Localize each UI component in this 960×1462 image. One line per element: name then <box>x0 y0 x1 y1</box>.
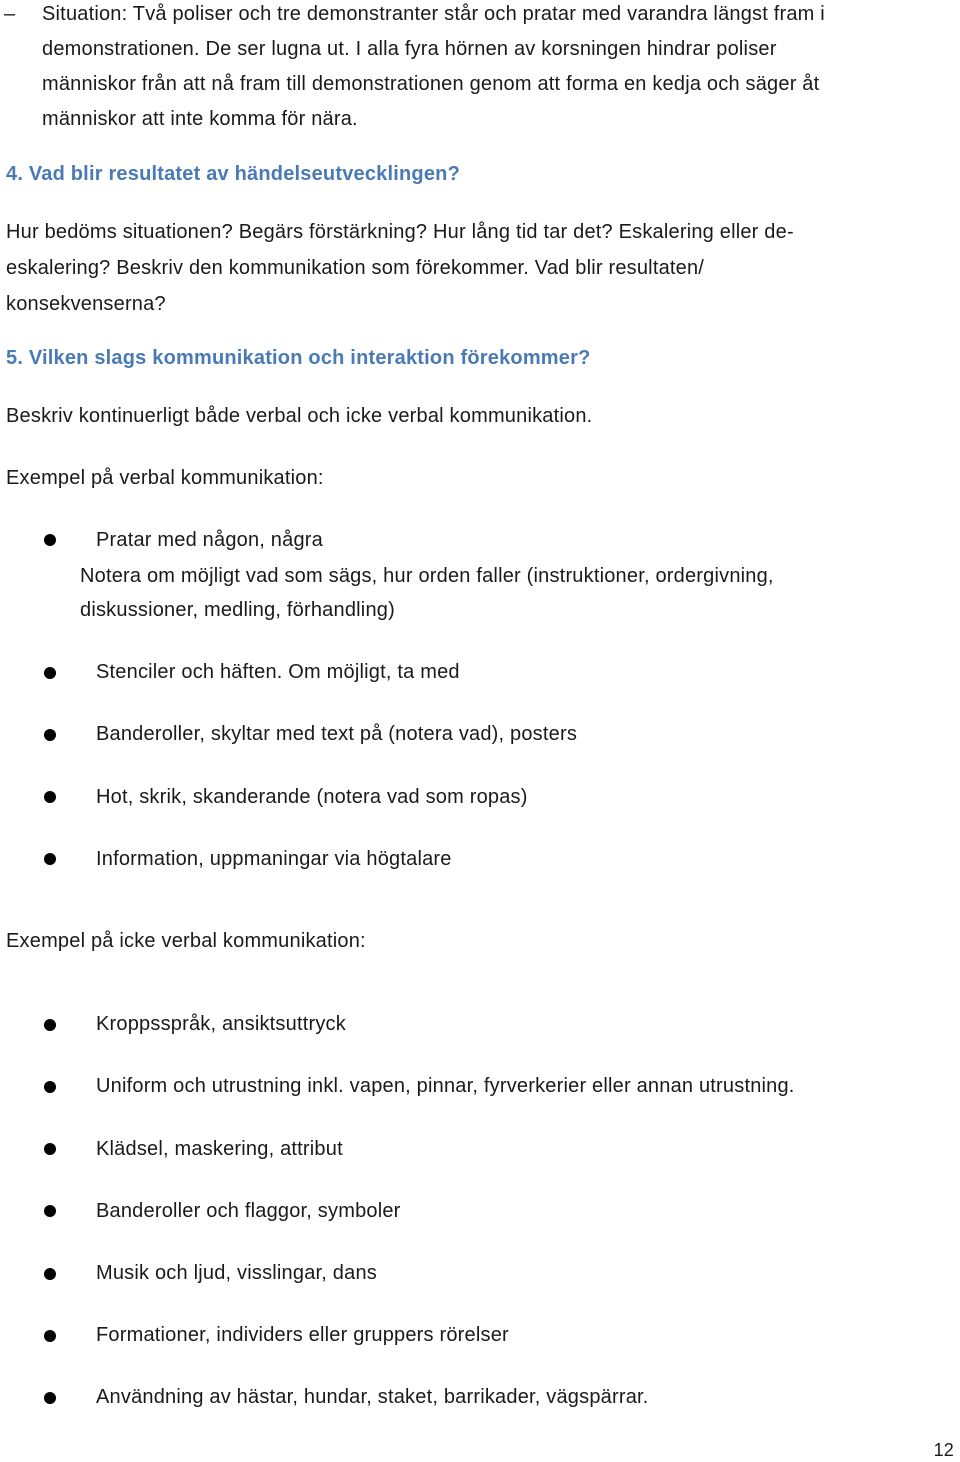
section-4-heading: 4. Vad blir resultatet av händelseutvecklingen? <box>6 163 460 185</box>
bullet-icon <box>44 729 56 741</box>
verbal-item-3: Banderoller, skyltar med text på (notera vad), posters <box>96 723 578 745</box>
nonverbal-item-7: Användning av hästar, hundar, staket, barrikader, vägspärrar. <box>96 1386 649 1408</box>
section-4-line-3: konsekvenserna? <box>6 293 166 315</box>
bullet-icon <box>44 1330 56 1342</box>
intro-line-4: människor att inte komma för nära. <box>42 108 358 130</box>
verbal-item-5: Information, uppmaningar via högtalare <box>96 848 452 870</box>
page-number: 12 <box>933 1440 954 1460</box>
nonverbal-item-5: Musik och ljud, visslingar, dans <box>96 1262 377 1284</box>
section-4-line-1: Hur bedöms situationen? Begärs förstärkning? Hur lång tid tar det? Eskalering eller de- <box>6 221 794 243</box>
verbal-label: Exempel på verbal kommunikation: <box>6 467 324 489</box>
bullet-icon <box>44 853 56 865</box>
nonverbal-item-1: Kroppsspråk, ansiktsuttryck <box>96 1013 346 1035</box>
verbal-item-1: Pratar med någon, några <box>96 529 323 551</box>
bullet-icon <box>44 1392 56 1404</box>
dash-marker: – <box>4 3 16 25</box>
nonverbal-item-2: Uniform och utrustning inkl. vapen, pinnar, fyrverkerier eller annan utrustning. <box>96 1075 795 1097</box>
section-5-heading: 5. Vilken slags kommunikation och interaktion förekommer? <box>6 347 591 369</box>
verbal-item-2: Stenciler och häften. Om möjligt, ta med <box>96 661 460 683</box>
intro-line-1: Situation: Två poliser och tre demonstranter står och pratar med varandra längst fram i <box>42 3 825 25</box>
bullet-icon <box>44 1019 56 1031</box>
verbal-note-line-2: diskussioner, medling, förhandling) <box>80 599 395 621</box>
intro-line-3: människor från att nå fram till demonstrationen genom att forma en kedja och säger åt <box>42 73 820 95</box>
bullet-icon <box>44 1205 56 1217</box>
verbal-item-4: Hot, skrik, skanderande (notera vad som ropas) <box>96 786 528 808</box>
bullet-icon <box>44 1268 56 1280</box>
nonverbal-item-4: Banderoller och flaggor, symboler <box>96 1200 401 1222</box>
bullet-icon <box>44 667 56 679</box>
bullet-icon <box>44 1081 56 1093</box>
bullet-icon <box>44 534 56 546</box>
nonverbal-item-6: Formationer, individers eller gruppers rörelser <box>96 1324 509 1346</box>
nonverbal-label: Exempel på icke verbal kommunikation: <box>6 930 366 952</box>
section-5-intro: Beskriv kontinuerligt både verbal och icke verbal kommunikation. <box>6 405 593 427</box>
section-4-line-2: eskalering? Beskriv den kommunikation som förekommer. Vad blir resultaten/ <box>6 257 705 279</box>
intro-line-2: demonstrationen. De ser lugna ut. I alla fyra hörnen av korsningen hindrar poliser <box>42 38 777 60</box>
bullet-icon <box>44 791 56 803</box>
nonverbal-item-3: Klädsel, maskering, attribut <box>96 1138 343 1160</box>
verbal-note-line-1: Notera om möjligt vad som sägs, hur orden faller (instruktioner, ordergivning, <box>80 565 774 587</box>
bullet-icon <box>44 1143 56 1155</box>
